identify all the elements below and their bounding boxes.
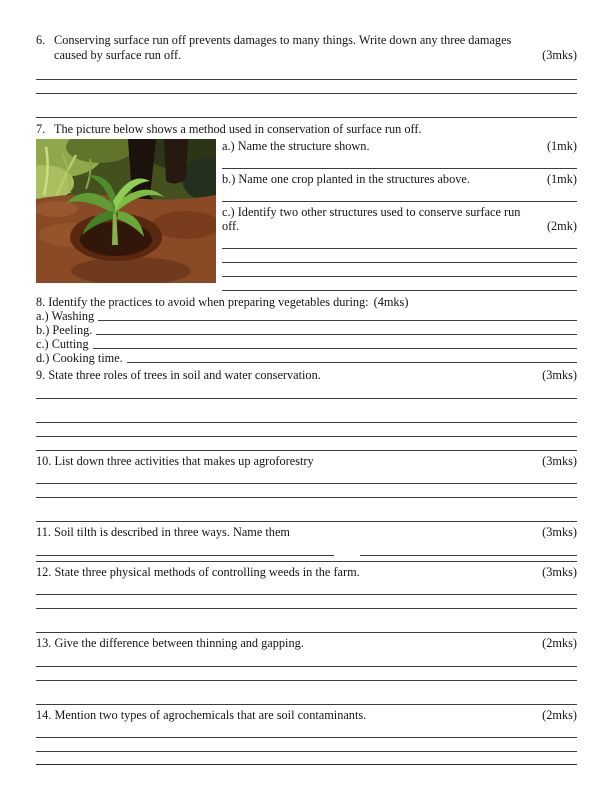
question-7: [36, 122, 577, 137]
banana-seedling-pit-illustration: [36, 139, 216, 283]
answer-line: [36, 66, 577, 80]
answer-line: [36, 470, 577, 484]
question-11-text: 11. Soil tilth is described in three ways. Name them: [36, 525, 290, 539]
question-7b-marks: (1mk): [546, 171, 577, 186]
answer-line: [222, 277, 577, 291]
question-8: [36, 295, 577, 310]
question-14: [36, 708, 577, 723]
question-13: [36, 636, 577, 651]
question-14-text: 14. Mention two types of agrochemicals that are soil contaminants.: [36, 707, 367, 722]
question-7a-marks: (1mk): [546, 138, 577, 153]
answer-line: [360, 542, 577, 556]
question-8-item-cooking: [36, 351, 577, 365]
question-12-marks: (3mks): [542, 564, 577, 579]
question-12-text: 12. State three physical methods of controlling weeds in the farm.: [36, 564, 360, 579]
question-7-text: The picture below shows a method used in conservation of surface run off.: [54, 122, 422, 136]
answer-line: [36, 437, 577, 451]
question-8-item-peeling: [36, 323, 577, 337]
question-9-marks: (3mks): [542, 368, 577, 382]
question-7c-text: c.) Identify two other structures used to conserve surface run off.: [222, 204, 521, 233]
answer-line: [222, 188, 577, 202]
answer-line: [36, 691, 577, 705]
question-6-text: Conserving surface run off prevents damages to many things. Write down any three damages caused by surface run off.: [54, 33, 512, 62]
answer-line: [36, 667, 577, 681]
question-7a-text: a.) Name the structure shown.: [222, 138, 370, 153]
question-13-text: 13. Give the difference between thinning and gapping.: [36, 636, 304, 650]
question-8-marks: (4mks): [373, 294, 409, 309]
question-9-text: 9. State three roles of trees in soil and water conservation.: [36, 368, 321, 382]
answer-line: [96, 333, 577, 335]
question-8-item-cutting-label: c.) Cutting: [36, 337, 89, 351]
answer-line: [222, 155, 577, 169]
answer-line: [98, 319, 577, 321]
question-7b-text: b.) Name one crop planted in the structures above.: [222, 171, 470, 186]
question-8-item-peeling-label: b.) Peeling.: [36, 323, 93, 337]
section-divider: [36, 561, 577, 562]
answer-line: [36, 595, 577, 609]
question-7c: [222, 205, 577, 233]
answer-line: [36, 423, 577, 437]
conservation-method-photo: [36, 139, 216, 283]
question-7-number: 7.: [36, 122, 46, 136]
question-8-item-cooking-label: d.) Cooking time.: [36, 351, 123, 365]
question-9: [36, 368, 577, 383]
answer-line: [36, 581, 577, 595]
question-14-marks: (2mks): [542, 707, 577, 722]
question-10-marks: (3mks): [542, 453, 577, 468]
question-8-item-washing: [36, 309, 577, 323]
answer-line: [36, 724, 577, 738]
question-7-subquestions: [222, 139, 577, 291]
answer-line: [222, 235, 577, 249]
answer-line: [36, 508, 577, 522]
answer-line: [127, 361, 577, 363]
answer-line: [222, 263, 577, 277]
answer-line: [36, 484, 577, 498]
answer-line: [36, 653, 577, 667]
question-7b: [222, 172, 577, 186]
answer-line: [36, 104, 577, 118]
question-8-text: 8. Identify the practices to avoid when preparing vegetables during:: [36, 294, 369, 309]
question-11: [36, 525, 577, 540]
question-6: [36, 33, 577, 62]
answer-line: [36, 385, 577, 399]
question-10-text: 10. List down three activities that makes up agroforestry: [36, 453, 314, 468]
question-6-marks: (3mks): [542, 47, 577, 62]
question-7-body: [36, 139, 577, 291]
question-10: [36, 454, 577, 469]
page-bottom-rule: [36, 764, 577, 765]
question-8-item-cutting: [36, 337, 577, 351]
question-8-item-washing-label: a.) Washing: [36, 309, 95, 323]
answer-line: [36, 80, 577, 94]
answer-line-split: [36, 542, 577, 556]
answer-line: [36, 542, 334, 556]
answer-line: [36, 738, 577, 752]
question-7a: [222, 139, 577, 153]
question-7c-marks: (2mk): [546, 218, 577, 233]
answer-line: [93, 347, 577, 349]
question-6-number: 6.: [36, 33, 46, 47]
answer-line: [36, 409, 577, 423]
answer-line: [222, 249, 577, 263]
question-12: [36, 565, 577, 580]
question-11-marks: (3mks): [542, 525, 577, 539]
question-13-marks: (2mks): [542, 636, 577, 650]
answer-line: [36, 619, 577, 633]
